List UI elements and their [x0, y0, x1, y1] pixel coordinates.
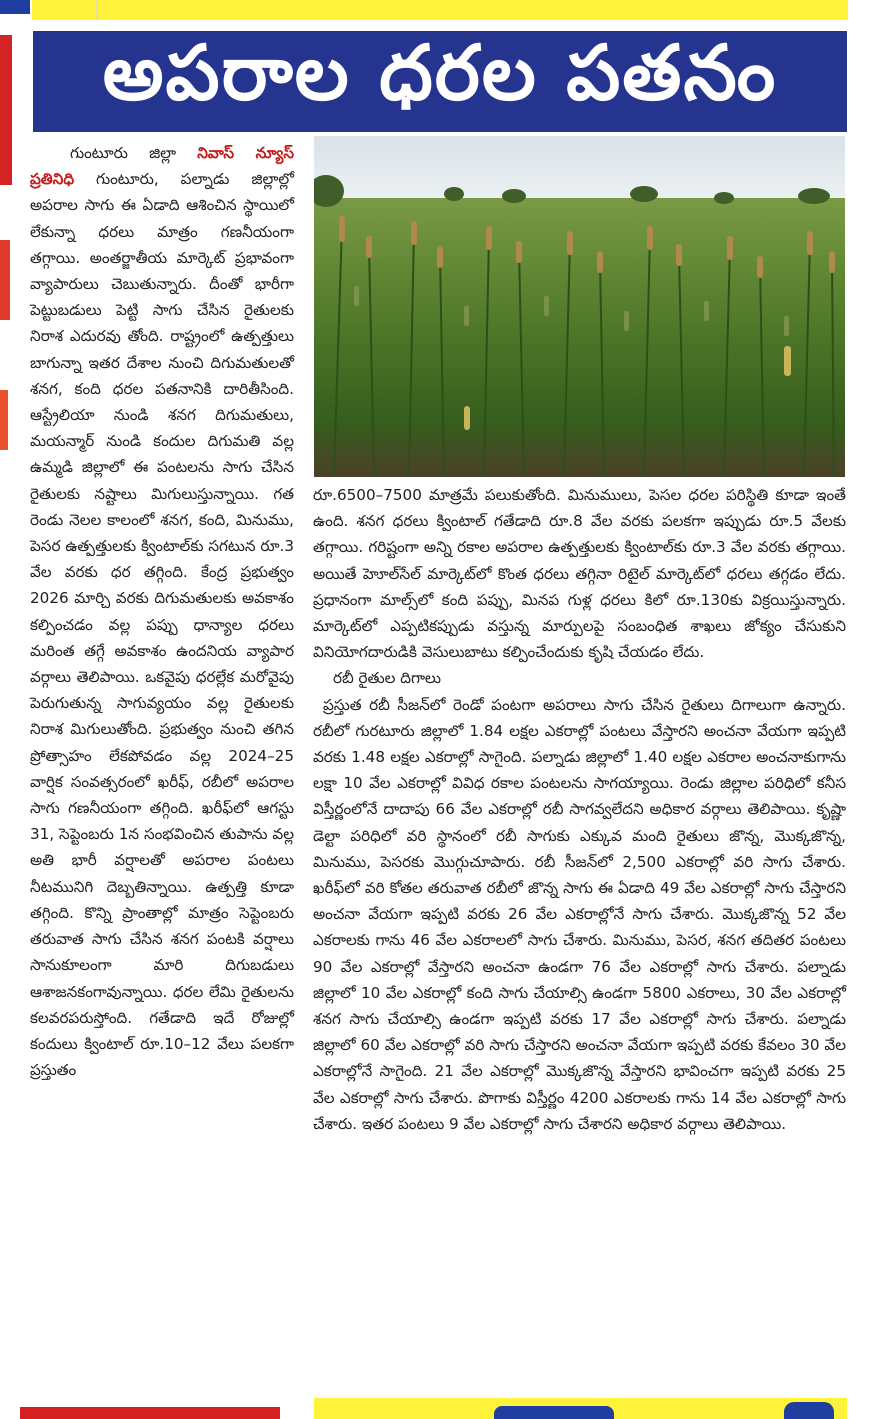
article-right-column [313, 482, 846, 1137]
headline: అపరాల ధరల పతనం [102, 27, 778, 117]
headline-banner [33, 27, 847, 132]
adjacent-red-block [0, 390, 8, 450]
bottom-blue-shape [784, 1402, 834, 1419]
article-photo-millet-field [314, 136, 845, 477]
right-paragraph-1: రూ.6500–7500 మాత్రమే పలుకుతోంది. మినుములు, పెసల ధరల పరిస్థితి కూడా ఇంతే ఉంది. శనగ ధరలు క్వింటాల్ గతేడాది రూ.8 వేల వరకు పలకగా ఇప్పుడు రూ.5 వేలకు తగ్గాయి. గరిష్టంగా అన్ని రకాల అపరాల ఉత్పత్తులకు క్వింటాల్‌కు రూ.3 వేల వరకు తగ్గాయి. అయితే హెూల్‌సేల్ మార్కెట్‌లో కొంత ధరలు తగ్గినా రిటైల్ మార్కెట్‌లో ధరలు తగ్గడం లేదు. ప్రధానంగా మాల్స్‌లో కంది పప్పు, మినప గుళ్ల ధరలు కిలో రూ.130కు విక్రయిస్తున్నారు. మార్కెట్‌లో ఎప్పటికప్పుడు వస్తున్న మార్పులపై సంబంధిత శాఖలు జోక్యం చేసుకుని వినియోగదారుడికి వెసులుబాటు కల్పించేందుకు కృషి చేయడం లేదు. [313, 486, 846, 662]
adjacent-article-edge [0, 30, 14, 1370]
byline: నివాస్ న్యూస్ ప్రతినిధి [30, 144, 295, 189]
bottom-yellow-band [314, 1398, 847, 1419]
top-strip-yellow-band [32, 0, 848, 20]
bottom-page-strip [0, 1395, 873, 1419]
adjacent-red-block [0, 35, 12, 185]
bottom-red-band [20, 1407, 280, 1419]
lead-prefix: గుంటూరు జిల్లా [70, 144, 198, 162]
top-strip-divider [96, 0, 98, 20]
top-page-strip [0, 0, 848, 22]
subheading: రబీ రైతుల దిగాలు [333, 669, 441, 688]
adjacent-red-block [0, 240, 10, 320]
left-column-body: గుంటూరు, పల్నాడు జిల్లాల్లో అపరాల సాగు ఈ ఏడాది ఆశించిన స్థాయిలో లేకున్నా ధరలు మాత్రం గణనీయంగా తగ్గాయి. అంతర్జాతీయ మార్కెట్ ప్రభావంగా వ్యాపారులు చెబుతున్నారు. దీంతో భారీగా పెట్టుబడులు పెట్టి సాగు చేసిన రైతులకు నిరాశ ఎదురవు తోంది. రాష్ట్రంలో ఉత్పత్తులు బాగున్నా ఇతర దేశాల నుంచి దిగుమతులతో శనగ, కంది ధరల పతనానికి దారితీసింది. ఆస్ట్రేలియా నుండి శనగ దిగుమతులు, మయన్మార్ నుండి కందుల దిగుమతి వల్ల ఉమ్మడి జిల్లాలో ఈ పంటలను సాగు చేసిన రైతులకు నష్టాలు మిగులుస్తున్నాయి. గత రెండు నెలల కాలంలో శనగ, కంది, మినుము, పెసర ఉత్పత్తులకు క్వింటాల్‌కు సగటున రూ.3 వేల వరకు ధర తగ్గింది. కేంద్ర ప్రభుత్వం 2026 మార్చి వరకు దిగుమతులకు అవకాశం కల్పించడం వల్ల పప్పు ధాన్యాల ధరలు మరింత తగ్గే అవకాశం ఉందనియ వ్యాపార వర్గాలు తెలిపాయి. ఒకవైపు ధరల్లేక మరోవైపు పెరుగుతున్న సాగువ్యయం వల్ల రైతులకు నిరాశ మిగులుతోంది. ప్రభుత్వం నుంచి తగిన ప్రోత్సాహం లేకపోవడం వల్ల 2024–25 వార్షిక సంవత్సరంలో ఖరీఫ్, రబీలో అపరాల సాగు గణనీయంగా తగ్గింది. ఖరీఫ్‌లో ఆగస్టు 31, సెప్టెంబరు 1న సంభవించిన తుపాను వల్ల అతి భారీ వర్షాలతో అపరాల పంటలు నీటమునిగి దెబ్బతిన్నాయి. ఉత్పత్తి కూడా తగ్గింది. కొన్ని ప్రాంతాల్లో మాత్రం సెప్టెంబరు తరువాత సాగు చేసిన శనగ పంటకి వర్షాలు సానుకూలంగా మారి దిగుబడులు ఆశాజనకంగావున్నాయి. ధరల లేమి రైతులను కలవరపరుస్తోంది. గతేడాది ఇదే రోజుల్లో కందులు క్వింటాల్ రూ.10–12 వేలు పలకగా ప్రస్తుతం [30, 170, 294, 1080]
bottom-blue-shape [494, 1406, 614, 1419]
millet-field-illustration [314, 136, 845, 477]
top-strip-blue-block [0, 0, 30, 14]
right-paragraph-2: ప్రస్తుత రబీ సీజన్‌లో రెండో పంటగా అపరాలు సాగు చేసిన రైతులు దిగాలుగా ఉన్నారు. రబీలో గురటూరు జిల్లాలో 1.84 లక్షల ఎకరాల్లో పంటలు వేస్తారని అంచనా వేయగా ఇప్పటి వరకు 1.48 లక్షల ఎకరాల్లో సాగైంది. పల్నాడు జిల్లాలో 1.40 లక్షల ఎకరాల అంచనాకుగాను లక్షా 10 వేల ఎకరాల్లో వివిధ రకాల పంటలను సాగయ్యాయి. రెండు జిల్లాల పరిధిలో కనీస విస్తీర్ణంలోనే దాదాపు 66 వేల ఎకరాల్లో రబీ సాగవ్వలేదని అధికార వర్గాలు తెలిపాయి. కృష్ణా డెల్టా పరిధిలో వరి స్థానంలో రబీ సాగుకు ఎక్కువ మంది రైతులు జొన్న, మొక్కజొన్న, మినుము, పెసరకు మొగ్గుచూపారు. రబీ సీజన్‌లో 2,500 ఎకరాల్లో వరి సాగు చేశారు. ఖరీఫ్‌లో వరి కోతల తరువాత రబీలో జొన్న సాగు ఈ ఏడాది 49 వేల ఎకరాల్లో సాగు చేస్తారని అంచనా వేయగా ఇప్పటి వరకు 26 వేల ఎకరాల్లోనే సాగు చేశారు. మొక్కజొన్న 52 వేల ఎకరాలకు గాను 46 వేల ఎకరాలలో సాగు చేశారు. మినుము, పెసర, శనగ తదితర పంటలు 90 వేల ఎకరాల్లో వేస్తారని అంచనా ఉండగా 76 వేల ఎకరాల్లో సాగు చేశారు. పల్నాడు జిల్లాలో 10 వేల ఎకరాల్లో కంది సాగు చేయాల్సి ఉండగా 5800 ఎకరాలు, 30 వేల ఎకరాల్లో శనగ సాగు చేయాల్సి ఉండగా ఇప్పటి వరకు 17 వేల ఎకరాల్లో సాగు చేశారు. పల్నాడు జిల్లాలో 60 వేల ఎకరాల్లో వరి సాగు చేస్తారని అంచనా వేయగా ఇప్పటి వరకు కేవలం 30 వేల ఎకరాల్లోనే సాగైంది. 21 వేల ఎకరాల్లో మొక్కజొన్న వేస్తారని భావించగా ఇప్పటి వరకు 25 వేల ఎకరాల్లో సాగు చేశారు. పొగాకు విస్తీర్ణం 4200 ఎకరాలకు గాను 14 వేల ఎకరాల్లో సాగు చేశారు. ఇతర పంటలు 9 వేల ఎకరాల్లో సాగు చేశారని అధికార వర్గాలు తెలిపాయి. [313, 695, 846, 1133]
article-left-column [30, 140, 294, 1083]
